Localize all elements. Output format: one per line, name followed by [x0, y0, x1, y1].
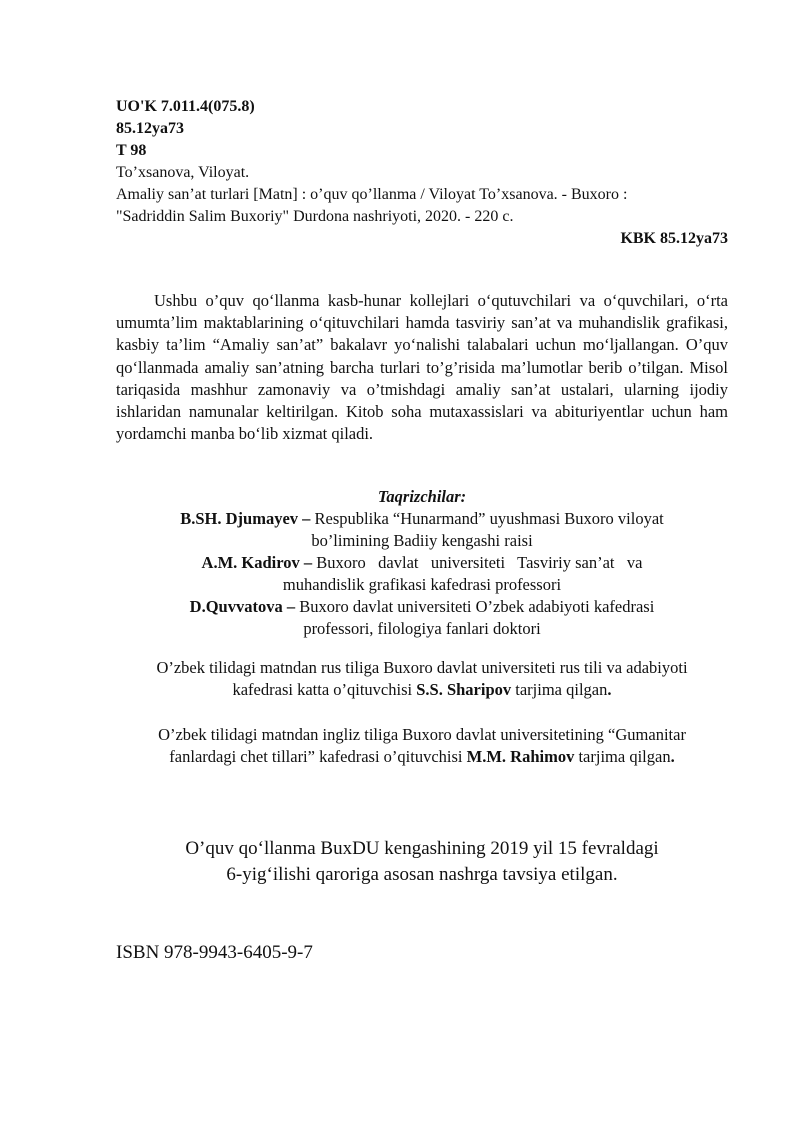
reviewer-affiliation-cont: muhandislik grafikasi kafedrasi professori — [282, 575, 562, 594]
bibliographic-header — [116, 96, 728, 250]
translation-line: O’zbek tilidagi matndan ingliz tiliga Buxoro davlat universitetining “Gumanitar — [158, 725, 686, 744]
reviewer-affiliation: Buxoro davlat universiteti Tasviriy san’at va — [312, 553, 643, 572]
reviewers-section — [116, 486, 728, 640]
kbk-code: KBK 85.12ya73 — [620, 230, 728, 247]
bibliography-line-2: "Sadriddin Salim Buxoriy" Durdona nashriyoti, 2020. - 220 c. — [116, 208, 514, 225]
author-name: To’xsanova, Viloyat. — [116, 164, 250, 181]
approval-note — [116, 836, 728, 888]
translation-line: O’zbek tilidagi matndan rus tiliga Buxoro davlat universiteti rus tili va adabiyoti — [156, 658, 688, 677]
reviewer-affiliation: Buxoro davlat universiteti O’zbek adabiyoti kafedrasi — [295, 597, 655, 616]
author-mark: T 98 — [116, 142, 147, 159]
reviewer-affiliation-cont: professori, filologiya fanlari doktori — [303, 619, 541, 638]
translation-note-russian — [116, 657, 728, 701]
approval-line-2: 6-yigʻilishi qaroriga asosan nashrga tavsiya etilgan. — [226, 864, 618, 885]
translation-line: fanlardagi chet tillari” kafedrasi o’qituvchisi — [169, 747, 467, 766]
approval-line-1: O’quv qoʻllanma BuxDU kengashining 2019 yil 15 fevraldagi — [185, 838, 659, 859]
reviewer-entry — [116, 508, 728, 552]
reviewer-name: A.M. Kadirov – — [201, 553, 313, 572]
translation-note-english — [116, 724, 728, 768]
translation-end: . — [607, 680, 612, 699]
bbk-code: 85.12ya73 — [116, 120, 184, 137]
reviewer-name: B.SH. Djumayev – — [180, 509, 311, 528]
reviewers-title: Taqrizchilar: — [377, 487, 467, 506]
translator-name: M.M. Rahimov — [466, 747, 575, 766]
translation-line: tarjima qilgan — [511, 680, 608, 699]
bibliography-line-1: Amaliy san’at turlari [Matn] : o’quv qo’llanma / Viloyat To’xsanova. - Buxoro : — [116, 186, 628, 203]
translation-line: tarjima qilgan — [574, 747, 671, 766]
translator-name: S.S. Sharipov — [416, 680, 512, 699]
reviewer-entry — [116, 596, 728, 640]
reviewer-name: D.Quvvatova – — [189, 597, 296, 616]
uok-code: UO'K 7.011.4(075.8) — [116, 98, 255, 115]
reviewer-affiliation-cont: bo’limining Badiiy kengashi raisi — [311, 531, 533, 550]
isbn: ISBN 978-9943-6405-9-7 — [116, 942, 313, 963]
abstract-paragraph: Ushbu o’quv qoʻllanma kasb-hunar kollejlari oʻqutuvchilari va oʻquvchilari, oʻrta umumtaʼlim maktablarining oʻqituvchilari hamda tasviriy san’at va muhandislik grafikasi, kasbiy ta’lim “Amaliy san’at” bakalavr yoʻnalishi talabalari uchun moʻljallangan. O’quv qoʻllanmada amaliy san’atning barcha turlari to’g’risida ma’lumotlar berib o’tilgan. Misol tariqasida mashhur zamonaviy va o’tmishdagi amaliy san’at ustalari, ularning ijodiy ishlaridan namunalar keltirilgan. Kitob soha mutaxassislari va abituriyentlar uchun ham yordamchi manba boʻlib xizmat qiladi. — [116, 291, 728, 444]
reviewer-entry — [116, 552, 728, 596]
reviewer-affiliation: Respublika “Hunarmand” uyushmasi Buxoro viloyat — [310, 509, 664, 528]
translation-line: kafedrasi katta o’qituvchisi — [232, 680, 417, 699]
translation-end: . — [670, 747, 675, 766]
